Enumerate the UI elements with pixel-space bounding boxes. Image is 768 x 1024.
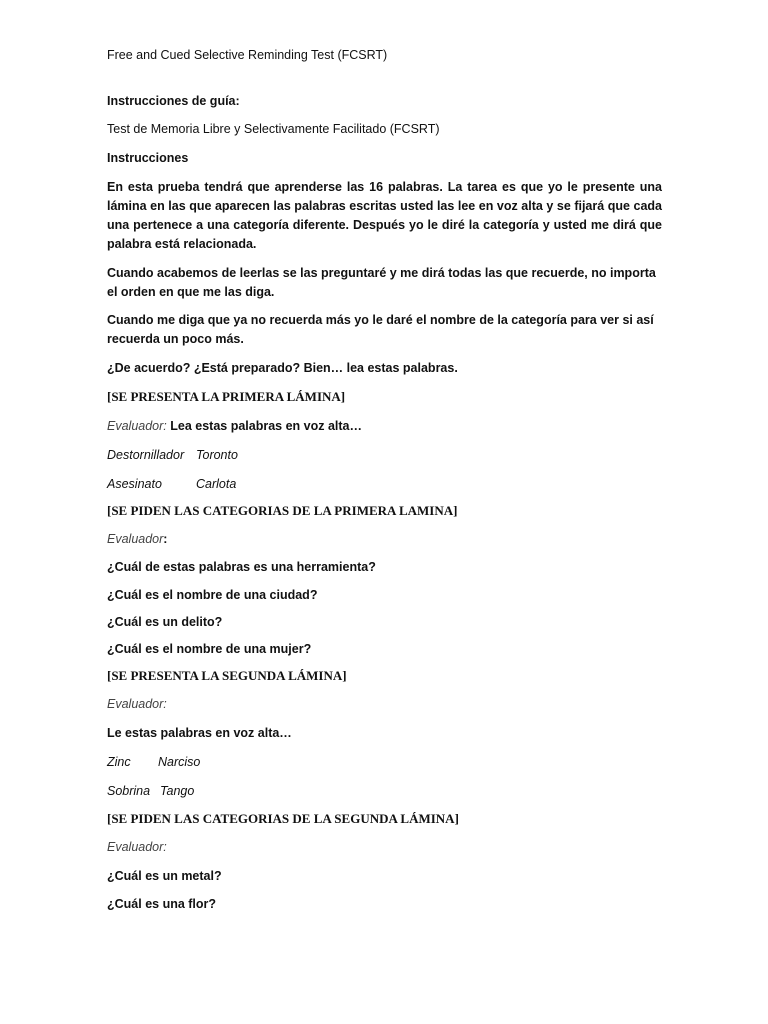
word-item: Tango	[160, 784, 195, 798]
word-row-2	[107, 476, 237, 492]
question-item: ¿Cuál es el nombre de una mujer?	[107, 642, 312, 656]
read-line: Le estas palabras en voz alta…	[107, 726, 292, 740]
word-row-4	[107, 783, 195, 799]
paragraph-2: Cuando acabemos de leerlas se las preguntaré y me dirá todas las que recuerde, no importa el orden en que me las diga.	[107, 266, 656, 299]
evaluator-label: Evaluador:	[107, 419, 167, 433]
word-item: Toronto	[196, 448, 238, 462]
document-header: Free and Cued Selective Reminding Test (FCSRT)	[107, 48, 388, 62]
instructions-heading: Instrucciones	[107, 151, 189, 165]
evaluator-instruction: Lea estas palabras en voz alta…	[166, 419, 362, 433]
evaluator-label: Evaluador:	[107, 697, 167, 711]
word-item: Carlota	[196, 477, 237, 491]
section-heading-4: [SE PIDEN LAS CATEGORIAS DE LA SEGUNDA LÁMINA]	[107, 811, 459, 826]
evaluator-colon: :	[163, 532, 168, 546]
question-item: ¿Cuál de estas palabras es una herramienta?	[107, 560, 376, 574]
word-item: Narciso	[158, 755, 201, 769]
word-item: Zinc	[107, 755, 131, 769]
guide-heading: Instrucciones de guía:	[107, 94, 240, 108]
paragraph-1: En esta prueba tendrá que aprenderse las 16 palabras. La tarea es que yo le presente una lámina en las que aparecen las palabras escritas usted las lee en voz alta y se fijará que cada una pertenece a una categoría diferente. Después yo le diré la categoría y usted me dirá que palabra está relacionada.	[107, 180, 662, 251]
evaluator-line-1	[107, 418, 362, 434]
evaluator-label: Evaluador:	[107, 840, 167, 854]
word-item: Destornillador	[107, 448, 185, 462]
question-item: ¿Cuál es una flor?	[107, 897, 217, 911]
paragraph-3: Cuando me diga que ya no recuerda más yo le daré el nombre de la categoría para ver si así recuerda un poco más.	[107, 313, 654, 346]
question-item: ¿Cuál es un delito?	[107, 615, 223, 629]
section-heading-3: [SE PRESENTA LA SEGUNDA LÁMINA]	[107, 668, 347, 683]
word-row-1	[107, 447, 238, 463]
word-item: Asesinato	[107, 477, 162, 491]
word-item: Sobrina	[107, 784, 151, 798]
evaluator-label: Evaluador	[107, 532, 164, 546]
section-heading-1: [SE PRESENTA LA PRIMERA LÁMINA]	[107, 389, 346, 404]
section-heading-2: [SE PIDEN LAS CATEGORIAS DE LA PRIMERA LAMINA]	[107, 503, 458, 518]
question-item: ¿Cuál es un metal?	[107, 869, 222, 883]
question-item: ¿Cuál es el nombre de una ciudad?	[107, 588, 318, 602]
word-row-3	[107, 754, 201, 770]
document-subtitle: Test de Memoria Libre y Selectivamente Facilitado (FCSRT)	[107, 122, 440, 136]
agree-line: ¿De acuerdo? ¿Está preparado? Bien… lea estas palabras.	[107, 361, 458, 375]
evaluator-line-2	[107, 531, 167, 547]
